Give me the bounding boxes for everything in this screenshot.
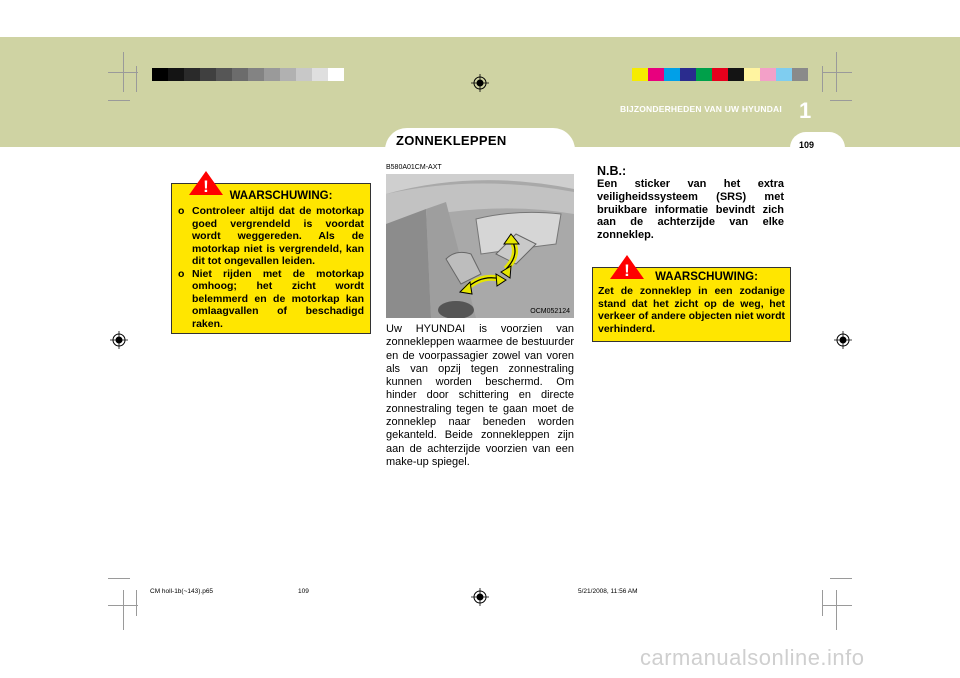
calibration-swatch	[312, 68, 328, 81]
crop-mark	[822, 590, 823, 616]
calibration-swatch	[760, 68, 776, 81]
calibration-swatch	[328, 68, 344, 81]
crosshair-target-icon	[471, 588, 489, 606]
note-title: N.B.:	[597, 164, 627, 178]
warning-text: Zet de zonneklep in een zodanige stand dat het zicht op de weg, het verkeer of andere objecten niet wordt verhinderd.	[598, 285, 785, 335]
sun-visor-illustration	[386, 174, 574, 318]
footer-filename: CM holl-1b(~143).p65	[150, 588, 214, 595]
section-title: ZONNEKLEPPEN	[396, 133, 507, 148]
page-number: 109	[799, 140, 815, 150]
calibration-swatch	[728, 68, 744, 81]
calibration-swatch	[664, 68, 680, 81]
body-paragraph: Uw HYUNDAI is voorzien van zonnekleppen waarmee de bestuurder en de voorpassagier zowel van voren als van opzij tegen zonnestraling kunnen worden beschermd. Om hinder door schittering en directe zonnestraling tegen te gaan moet de zonneklep naar beneden worden gekanteld. Beide zonnekleppen zijn aan de achterzijde voorzien van een make-up spiegel.	[386, 323, 574, 468]
crop-mark	[136, 590, 137, 616]
calibration-swatch	[200, 68, 216, 81]
crosshair-target-icon	[834, 331, 852, 349]
calibration-swatch	[648, 68, 664, 81]
crosshair-target-icon	[471, 74, 489, 92]
calibration-swatch	[296, 68, 312, 81]
crop-mark	[822, 605, 852, 606]
warning-item-text: Controleer altijd dat de motorkap goed vergrendeld is voordat wordt weggereden. Als de motorkap niet is vergrendeld, kan dit tot ongevallen leiden.	[192, 205, 364, 267]
color-calibration-bar	[632, 68, 808, 81]
crop-mark	[822, 66, 823, 92]
calibration-swatch	[680, 68, 696, 81]
reference-code: B580A01CM-AXT	[386, 164, 442, 171]
chapter-label: BIJZONDERHEDEN VAN UW HYUNDAI	[620, 104, 782, 114]
calibration-swatch	[744, 68, 760, 81]
warning-title: WAARSCHUWING:	[655, 271, 758, 283]
crop-mark	[108, 100, 130, 101]
calibration-swatch	[712, 68, 728, 81]
warning-box-left	[171, 177, 371, 334]
warning-list-item	[178, 205, 364, 268]
crop-mark	[108, 578, 130, 579]
warning-title: WAARSCHUWING:	[229, 190, 333, 202]
crop-mark	[136, 66, 137, 92]
calibration-swatch	[184, 68, 200, 81]
crosshair-target-icon	[110, 331, 128, 349]
sun-visor-photo	[386, 174, 574, 318]
warning-glyph: !	[203, 177, 209, 196]
calibration-swatch	[168, 68, 184, 81]
watermark: carmanualsonline.info	[640, 645, 865, 670]
calibration-swatch	[216, 68, 232, 81]
calibration-swatch	[776, 68, 792, 81]
crop-mark	[836, 52, 837, 92]
footer-timestamp: 5/21/2008, 11:56 AM	[578, 588, 638, 595]
crop-mark	[830, 100, 852, 101]
chapter-number: 1	[799, 98, 812, 123]
warning-item-text: Niet rijden met de motorkap omhoog; het zicht wordt belemmerd en de motorkap kan omlaagvallen of beschadigd raken.	[192, 267, 364, 330]
crop-mark	[822, 72, 852, 73]
calibration-swatch	[264, 68, 280, 81]
photo-label: OCM052124	[530, 308, 570, 315]
warning-glyph: !	[624, 261, 630, 280]
list-bullet: o	[178, 267, 185, 280]
footer-page: 109	[298, 588, 309, 595]
list-bullet: o	[178, 205, 185, 217]
crop-mark	[123, 52, 124, 92]
calibration-swatch	[280, 68, 296, 81]
calibration-swatch	[248, 68, 264, 81]
calibration-swatch	[232, 68, 248, 81]
calibration-swatch	[696, 68, 712, 81]
calibration-swatch	[152, 68, 168, 81]
crop-mark	[830, 578, 852, 579]
warning-list-item	[178, 268, 364, 331]
calibration-swatch	[792, 68, 808, 81]
grayscale-calibration-bar	[152, 68, 344, 81]
warning-box-right	[592, 261, 791, 342]
crop-mark	[836, 590, 837, 630]
calibration-swatch	[632, 68, 648, 81]
note-body: Een sticker van het extra veiligheidssysteem (SRS) met bruikbare informatie bevindt zich aan de achterzijde van elke zonneklep.	[597, 178, 784, 242]
crop-mark	[123, 590, 124, 630]
